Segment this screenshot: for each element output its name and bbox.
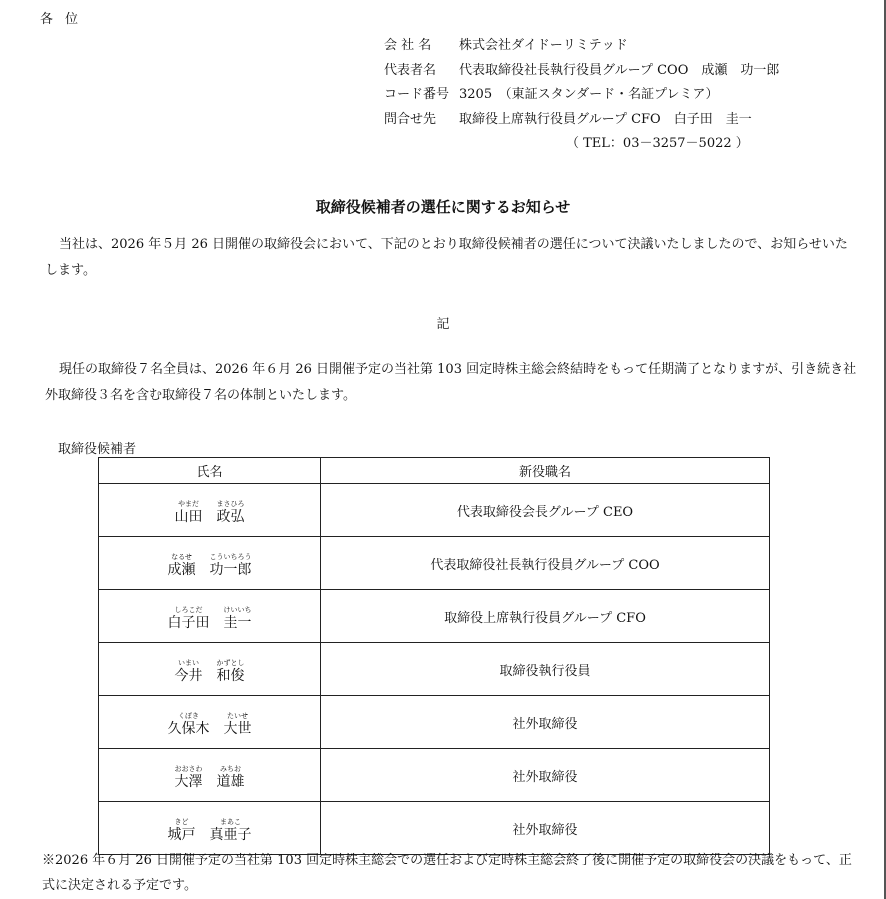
family-name: 山田 xyxy=(174,508,203,525)
given-name: 真亜子 xyxy=(209,826,252,843)
header-name: 氏名 xyxy=(99,458,321,484)
representative-key: 代表者名 xyxy=(384,62,437,78)
candidate-position: 代表取締役会長グループ CEO xyxy=(321,484,770,537)
family-ruby: なるせ xyxy=(171,552,192,561)
given-ruby: まさひろ xyxy=(216,499,245,508)
given-name: 政弘 xyxy=(216,508,245,525)
family-name: 城戸 xyxy=(167,826,196,843)
candidate-position: 社外取締役 xyxy=(321,749,770,802)
family-name: 今井 xyxy=(174,667,203,684)
company-name-row xyxy=(384,34,779,59)
candidate-name xyxy=(99,484,321,537)
family-ruby: しろこだ xyxy=(174,605,203,614)
code-key: コード番号 xyxy=(384,87,450,102)
representative-value: 代表取締役社長執行役員グループ COO 成瀬 功一郎 xyxy=(459,62,780,78)
candidate-name xyxy=(99,749,321,802)
table-header-row xyxy=(99,458,770,484)
given-ruby: まあこ xyxy=(220,817,241,826)
candidate-name xyxy=(99,696,321,749)
candidate-position: 取締役執行役員 xyxy=(321,643,770,696)
candidate-position: 社外取締役 xyxy=(321,696,770,749)
intro-paragraph: 当社は、2026 年５月 26 日開催の取締役会において、下記のとおり取締役候補者の選任について決議いたしましたので、お知らせいたします。 xyxy=(45,237,848,278)
addressee: 各位 xyxy=(40,12,91,27)
family-ruby: きど xyxy=(174,817,189,826)
table-row xyxy=(99,484,770,537)
candidate-position: 代表取締役社長執行役員グループ COO xyxy=(321,537,770,590)
candidate-name xyxy=(99,643,321,696)
given-name: 功一郎 xyxy=(209,561,252,578)
table-row xyxy=(99,802,770,855)
family-name: 成瀬 xyxy=(167,561,196,578)
ki-heading: 記 xyxy=(436,317,450,332)
contact-row xyxy=(384,108,779,133)
candidate-position: 社外取締役 xyxy=(321,802,770,855)
company-info xyxy=(384,34,779,157)
table-row xyxy=(99,537,770,590)
given-ruby: けいいち xyxy=(223,605,252,614)
candidate-name xyxy=(99,590,321,643)
contact-key: 問合せ先 xyxy=(384,111,437,127)
company-name-value: 株式会社ダイドーリミテッド xyxy=(459,38,628,53)
code-row xyxy=(384,83,779,108)
family-name: 大澤 xyxy=(174,773,203,790)
family-ruby: やまだ xyxy=(178,499,199,508)
code-value: 3205 （東証スタンダード・名証プレミア） xyxy=(459,87,719,102)
contact-value: 取締役上席執行役員グループ CFO 白子田 圭一 xyxy=(459,111,752,127)
representative-row xyxy=(384,59,779,84)
candidate-name xyxy=(99,802,321,855)
given-name: 和俊 xyxy=(216,667,245,684)
document-title: 取締役候補者の選任に関するお知らせ xyxy=(315,198,571,216)
company-name-key: 会 社 名 xyxy=(384,38,432,53)
given-ruby: こういちろう xyxy=(209,552,252,561)
candidate-table xyxy=(98,457,770,855)
footnote: ※2026 年６月 26 日開催予定の当社第 103 回定時株主総会での選任および定時株主総会終了後に開催予定の取締役会の決議をもって、正式に決定される予定です。 xyxy=(42,853,852,893)
given-name: 大世 xyxy=(223,720,252,737)
table-row xyxy=(99,696,770,749)
family-name: 久保木 xyxy=(167,720,210,737)
given-ruby: かずとし xyxy=(216,658,245,667)
given-name: 圭一 xyxy=(223,614,252,631)
candidate-position: 取締役上席執行役員グループ CFO xyxy=(321,590,770,643)
family-name: 白子田 xyxy=(167,614,210,631)
family-ruby: くぼき xyxy=(178,711,199,720)
telephone: （ TEL：03－3257－5022 ） xyxy=(566,136,749,151)
table-row xyxy=(99,590,770,643)
table-caption: 取締役候補者 xyxy=(58,442,137,457)
candidate-name xyxy=(99,537,321,590)
family-ruby: おおさわ xyxy=(174,764,203,773)
table-row xyxy=(99,749,770,802)
given-name: 道雄 xyxy=(216,773,245,790)
given-ruby: たいせ xyxy=(227,711,248,720)
family-ruby: いまい xyxy=(178,658,199,667)
header-position: 新役職名 xyxy=(321,458,770,484)
table-row xyxy=(99,643,770,696)
body-paragraph: 現任の取締役７名全員は、2026 年６月 26 日開催予定の当社第 103 回定時株主総会終結時をもって任期満了となりますが、引き続き社外取締役３名を含む取締役７名の体制といたします。 xyxy=(45,362,857,403)
given-ruby: みちお xyxy=(220,764,241,773)
